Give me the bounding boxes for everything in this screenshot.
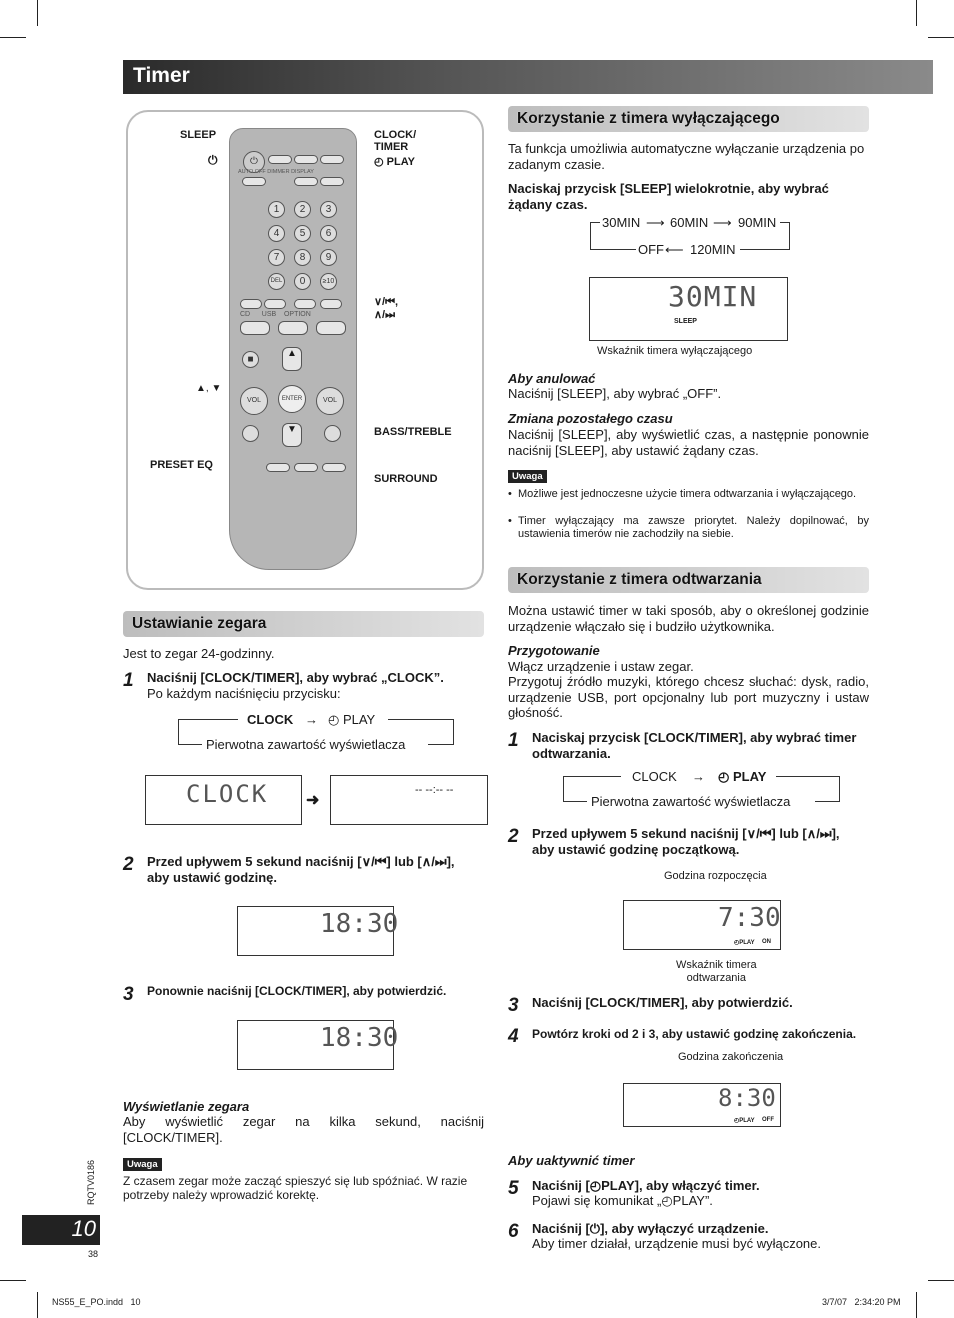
del-button-icon: DEL xyxy=(268,273,285,290)
note-item xyxy=(508,515,869,541)
crop-mark xyxy=(928,1280,954,1281)
file-info: NS55_E_PO.indd 10 xyxy=(52,1297,141,1307)
lcd-display xyxy=(145,775,302,825)
end-time-caption: Godzina zakończenia xyxy=(678,1051,784,1063)
prep-text: Przygotuj źródło muzyki, którego chcesz słuchać: dysk, radio, urządzenie USB, port opcjonalny lub port muzyczny i ustaw głośność. xyxy=(508,674,869,720)
prep-text: Włącz urządzenie i ustaw zegar. xyxy=(508,659,694,674)
side-code: RQTV0186 xyxy=(86,1159,96,1205)
cycle-loop-line xyxy=(563,776,564,801)
page-title: Timer xyxy=(133,64,190,87)
lcd-display xyxy=(237,906,399,956)
step-instruction: Naciśnij [◴PLAY], aby włączyć timer. xyxy=(532,1178,760,1193)
sleep-cycle-item: 60MIN xyxy=(670,215,709,230)
lcd-text: 18:30 xyxy=(320,909,399,939)
crop-mark xyxy=(916,0,917,26)
album-down-icon xyxy=(240,299,262,309)
cycle-clock: CLOCK xyxy=(247,712,294,727)
clock-timer-button-icon xyxy=(294,155,318,164)
play-indicator: ◴PLAY xyxy=(734,940,755,946)
preset-eq-label: PRESET EQ xyxy=(150,459,213,471)
clock-intro: Jest to zegar 24-godzinny. xyxy=(123,646,275,661)
cycle-loop-line xyxy=(740,249,790,250)
cycle-back-label: Pierwotna zawartość wyświetlacza xyxy=(206,737,406,752)
power-label: ⏻ xyxy=(208,153,218,167)
digit-7-icon: 7 xyxy=(268,249,285,266)
sleep-cycle-item: 30MIN xyxy=(602,215,641,230)
digit-2-icon: 2 xyxy=(294,201,311,218)
step-number: 1 xyxy=(123,670,134,691)
cycle-loop-line xyxy=(839,776,840,801)
sleep-indicator: SLEEP xyxy=(674,318,697,325)
digit-1-icon: 1 xyxy=(268,201,285,218)
lcd-display xyxy=(237,1020,399,1070)
section-clock-setup xyxy=(123,611,484,637)
step-subtext: Po każdym naciśnięciu przycisku: xyxy=(147,686,341,701)
page-header-bar xyxy=(123,60,933,94)
step-instruction: Naciskaj przycisk [CLOCK/TIMER], aby wybrać timer odtwarzania. xyxy=(532,730,857,761)
preset-eq-button-icon xyxy=(266,463,290,472)
step-number: 6 xyxy=(508,1221,519,1242)
cycle-loop-line xyxy=(178,719,238,720)
bass-treble-label: BASS/TREBLE xyxy=(374,426,452,438)
step-number: 5 xyxy=(508,1178,519,1199)
cycle-loop-line xyxy=(178,719,179,744)
surround-button-icon xyxy=(294,463,318,472)
sleep-button-icon xyxy=(268,155,292,164)
skip-back-icon xyxy=(294,299,316,309)
sleep-label: SLEEP xyxy=(180,129,217,141)
step-number: 2 xyxy=(123,854,134,875)
remote-text-row: CD USB OPTION xyxy=(240,311,311,318)
lcd-display xyxy=(330,775,488,825)
sleep-cycle-item: 120MIN xyxy=(690,242,736,257)
up-arrow-icon: ▲ xyxy=(282,347,302,371)
cycle-arrow: ⟵ xyxy=(665,242,684,257)
skip-forward-icon xyxy=(320,299,342,309)
cycle-play: ◴ PLAY xyxy=(328,712,376,727)
cycle-loop-line xyxy=(178,744,202,745)
activate-heading: Aby uaktywnić timer xyxy=(508,1153,635,1168)
music-port-icon xyxy=(242,425,259,442)
play-timer-button-icon xyxy=(320,155,344,164)
crop-mark xyxy=(37,0,38,26)
section-sleep-timer xyxy=(508,106,869,132)
step-instruction: Ponownie naciśnij [CLOCK/TIMER], aby potwierdzić. xyxy=(147,984,447,998)
digit-6-icon: 6 xyxy=(320,225,337,242)
remote-button xyxy=(242,177,266,186)
bass-treble-icon xyxy=(324,425,341,442)
step-subtext: Pojawi się komunikat „◴PLAY”. xyxy=(532,1193,713,1208)
step-number: 1 xyxy=(508,730,519,751)
step-number: 3 xyxy=(123,984,134,1005)
cycle-clock: CLOCK xyxy=(632,769,677,784)
cancel-text: Naciśnij [SLEEP], aby wybrać „OFF”. xyxy=(508,386,722,401)
note-text: Możliwe jest jednoczesne użycie timera odtwarzania i wyłączającego. xyxy=(518,488,857,500)
updown-label: ▲, ▼ xyxy=(196,383,222,394)
step-instruction: Przed upływem 5 sekund naciśnij [∨/⏮] lub [∧/⏭], aby ustawić godzinę początkową. xyxy=(532,826,840,857)
crop-mark xyxy=(37,1292,38,1318)
sleep-intro: Ta funkcja umożliwia automatyczne wyłączanie urządzenia po zadanym czasie. xyxy=(508,141,865,172)
lcd-display xyxy=(589,277,788,341)
cycle-loop-line xyxy=(563,776,621,777)
step-instruction: Powtórz kroki od 2 i 3, aby ustawić godzinę zakończenia. xyxy=(532,1027,857,1041)
crop-mark xyxy=(928,37,954,38)
cycle-loop-line xyxy=(815,801,840,802)
stop-button-icon: ■ xyxy=(242,351,259,368)
lcd-text: -- --:-- -- xyxy=(415,784,454,796)
change-text: Naciśnij [SLEEP], aby wyświetlić czas, a następnie ponownie naciśnij [SLEEP], aby ustawić żądany czas. xyxy=(508,427,869,458)
remote-button xyxy=(294,177,318,186)
page-number: 10 xyxy=(71,1216,96,1241)
lcd-text: 30MIN xyxy=(668,280,758,313)
clock-timer-label: CLOCK/ TIMER xyxy=(374,129,417,153)
usb-play-icon xyxy=(278,321,308,335)
play-label: ◴ PLAY xyxy=(374,156,415,168)
note-text: Timer wyłączający ma zawsze priorytet. Należy dopilnować, by ustawienia timerów nie zachodziły na siebie. xyxy=(518,515,869,540)
cycle-arrow: → xyxy=(692,769,705,784)
cycle-arrow: ⟶ xyxy=(646,215,665,230)
play-indicator: ◴PLAY xyxy=(734,1118,755,1124)
remote-control-illustration xyxy=(229,128,357,570)
enter-button-icon: ENTER xyxy=(278,385,306,413)
step-number: 2 xyxy=(508,826,519,847)
step-instruction: Naciśnij [⏻], aby wyłączyć urządzenie. xyxy=(532,1221,769,1236)
lcd-text: CLOCK xyxy=(186,780,269,808)
digit-9-icon: 9 xyxy=(320,249,337,266)
page-small-number: 38 xyxy=(88,1249,99,1259)
section-title: Korzystanie z timera odtwarzania xyxy=(517,571,762,588)
section-title: Korzystanie z timera wyłączającego xyxy=(517,110,780,127)
lcd-text: 8:30 xyxy=(718,1084,776,1112)
option-play-icon xyxy=(316,321,346,335)
crop-mark xyxy=(916,1292,917,1318)
bullet-icon: • xyxy=(508,515,512,527)
note-text: Z czasem zegar może zacząć spieszyć się lub spóźniać. W razie potrzeby należy wprowadzić korektę. xyxy=(123,1174,468,1202)
play-intro: Można ustawić timer w taki sposób, aby o określonej godzinie urządzenie włączało się i budziło użytkownika. xyxy=(508,603,869,634)
display-heading: Wyświetlanie zegara xyxy=(123,1099,250,1114)
off-indicator: OFF xyxy=(762,1117,774,1123)
cycle-loop-line xyxy=(428,744,454,745)
skip-label: ∨/⏮, ∧/⏭ xyxy=(374,296,399,321)
sleep-indicator-caption: Wskaźnik timera wyłączającego xyxy=(597,345,753,357)
sleep-cycle-item: 90MIN xyxy=(738,215,777,230)
display-text: Aby wyświetlić zegar na kilka sekund, naciśnij [CLOCK/TIMER]. xyxy=(123,1114,484,1145)
digit-10-icon: ≥10 xyxy=(320,273,337,290)
lcd-display xyxy=(623,900,781,950)
digit-8-icon: 8 xyxy=(294,249,311,266)
bullet-icon: • xyxy=(508,488,512,500)
cancel-heading: Aby anulować xyxy=(508,371,596,386)
cycle-loop-line xyxy=(590,222,591,249)
cycle-back-label: Pierwotna zawartość wyświetlacza xyxy=(591,794,791,809)
power-button-icon: ⏻ xyxy=(243,151,265,173)
cycle-loop-line xyxy=(590,249,636,250)
note-badge: Uwaga xyxy=(508,470,547,483)
step-instruction: Naciśnij [CLOCK/TIMER], aby wybrać „CLOCK”. xyxy=(147,670,444,685)
digit-0-icon: 0 xyxy=(294,273,311,290)
down-arrow-icon: ▼ xyxy=(282,423,302,447)
lcd-text: 18:30 xyxy=(320,1023,399,1053)
lcd-display xyxy=(623,1083,781,1127)
cycle-loop-line xyxy=(789,222,790,249)
prep-heading: Przygotowanie xyxy=(508,643,600,658)
section-play-timer xyxy=(508,567,869,593)
digit-3-icon: 3 xyxy=(320,201,337,218)
step-subtext: Aby timer działał, urządzenie musi być wyłączone. xyxy=(532,1236,822,1251)
remote-button xyxy=(320,177,344,186)
step-instruction: Naciśnij [CLOCK/TIMER], aby potwierdzić. xyxy=(532,995,793,1010)
cycle-arrow: → xyxy=(305,712,318,727)
cycle-loop-line xyxy=(563,801,587,802)
cycle-loop-line xyxy=(590,222,600,223)
cycle-loop-line xyxy=(453,719,454,744)
digit-4-icon: 4 xyxy=(268,225,285,242)
cycle-arrow: ⟶ xyxy=(713,215,732,230)
cycle-play: ◴ PLAY xyxy=(718,769,767,784)
vol-plus-icon: VOL xyxy=(316,387,344,415)
remote-text-row: AUTO OFF DIMMER DISPLAY xyxy=(238,169,314,175)
cycle-loop-line xyxy=(776,776,840,777)
change-heading: Zmiana pozostałego czasu xyxy=(508,411,673,426)
cycle-loop-line xyxy=(388,719,454,720)
play-indicator-caption: Wskaźnik timera odtwarzania xyxy=(676,959,757,984)
step-number: 4 xyxy=(508,1026,519,1047)
album-up-icon xyxy=(264,299,286,309)
step-number: 3 xyxy=(508,995,519,1016)
vol-minus-icon: VOL xyxy=(240,387,268,415)
crop-mark xyxy=(0,1280,26,1281)
note-item xyxy=(508,488,869,501)
page-number-box xyxy=(22,1215,100,1245)
surround-label: SURROUND xyxy=(374,473,438,485)
step-instruction: Przed upływem 5 sekund naciśnij [∨/⏮] lub [∧/⏭], aby ustawić godzinę. xyxy=(147,854,455,885)
cd-play-icon xyxy=(240,321,270,335)
start-time-caption: Godzina rozpoczęcia xyxy=(664,870,767,882)
arrow-right-icon: ➜ xyxy=(306,792,320,809)
lcd-text: 7:30 xyxy=(718,903,781,933)
date-info: 3/7/07 2:34:20 PM xyxy=(822,1297,901,1307)
sleep-cycle-item: OFF xyxy=(638,242,664,257)
note-badge: Uwaga xyxy=(123,1158,162,1171)
sleep-instruction: Naciskaj przycisk [SLEEP] wielokrotnie, aby wybrać żądany czas. xyxy=(508,181,829,212)
crop-mark xyxy=(0,37,26,38)
on-indicator: ON xyxy=(762,939,771,945)
section-title: Ustawianie zegara xyxy=(132,615,267,632)
muting-button-icon xyxy=(322,463,346,472)
digit-5-icon: 5 xyxy=(294,225,311,242)
